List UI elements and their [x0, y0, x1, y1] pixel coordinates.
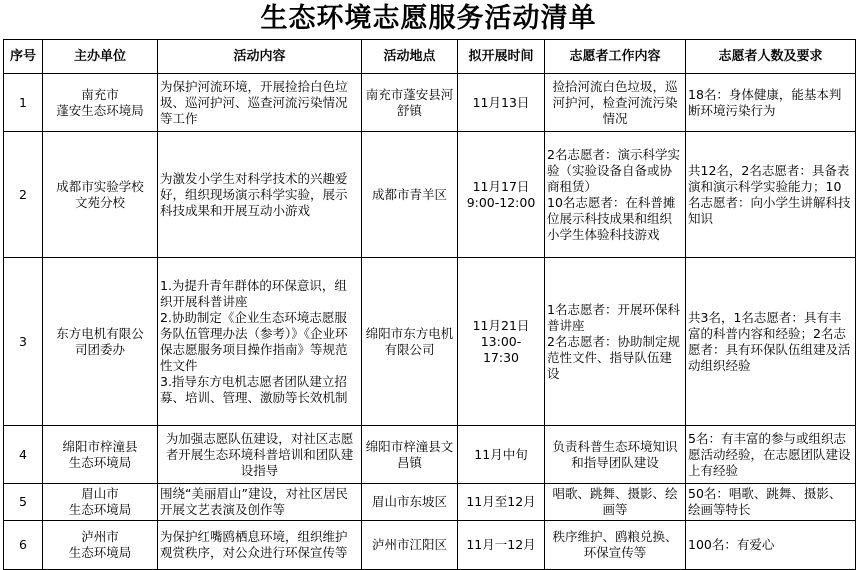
- table-row: [4, 484, 856, 521]
- cell-content: [158, 258, 362, 426]
- time-line: 11月17日: [472, 178, 530, 194]
- cell-org: [43, 74, 158, 132]
- org-line: 南充市: [81, 86, 119, 102]
- org-line: 司团委办: [74, 341, 125, 357]
- time-line: 13:00-: [480, 333, 522, 349]
- cell-work: 负责科普生态环境知识和指导团队建设: [545, 426, 686, 484]
- org-line: 生态环境局: [68, 545, 132, 560]
- cell-place: 绵阳市东方电机有限公司: [362, 258, 458, 426]
- cell-org: [43, 426, 158, 484]
- cell-content: 围绕“美丽眉山”建设，对社区居民开展文艺表演及创作等: [158, 484, 362, 521]
- time-line: 9:00-12:00: [466, 194, 536, 210]
- cell-work: [545, 258, 686, 426]
- cell-req: 共3名，1名志愿者：具有丰富的科普内容和经验；2名志愿者：具有环保队伍组建及活动组织经验: [686, 258, 856, 426]
- cell-no: 5: [4, 484, 43, 521]
- header-req: 志愿者人数及要求: [686, 40, 856, 74]
- cell-time: 11月一12月: [458, 521, 545, 570]
- cell-place: 泸州市江阳区: [362, 521, 458, 570]
- org-line: 东方电机有限公: [56, 325, 144, 341]
- work-line: 2名志愿者：协助制定规范性文件、指导队伍建设: [547, 333, 680, 381]
- cell-no: 6: [4, 521, 43, 570]
- cell-req: 100名：有爱心: [686, 521, 856, 570]
- cell-work: [545, 132, 686, 258]
- table-row: [4, 258, 856, 426]
- header-row: [4, 40, 856, 74]
- cell-no: 3: [4, 258, 43, 426]
- cell-time: [458, 258, 545, 426]
- org-line: 生态环境局: [68, 454, 132, 470]
- content-item: 1.为提升青年群体的环保意识，组织开展科普讲座: [160, 277, 347, 309]
- org-line: 绵阳市梓潼县: [62, 438, 138, 454]
- time-line: 17:30: [482, 349, 520, 365]
- cell-time: 11月至12月: [458, 484, 545, 521]
- activity-table: [3, 39, 856, 570]
- cell-place: 成都市青羊区: [362, 132, 458, 258]
- header-place: 活动地点: [362, 40, 458, 74]
- cell-time: 11月中旬: [458, 426, 545, 484]
- work-line: 10名志愿者：在科普摊位展示科技成果和组织小学生体验科技游戏: [547, 194, 676, 242]
- table-row: [4, 426, 856, 484]
- page-title: 生态环境志愿服务活动清单: [260, 3, 597, 34]
- org-line: 文苑分校: [74, 194, 125, 210]
- cell-no: 4: [4, 426, 43, 484]
- time-line: 11月21日: [472, 317, 530, 333]
- header-no: 序号: [4, 40, 43, 74]
- cell-content: 为激发小学生对科学技术的兴趣爱好，组织现场演示科学实验，展示科技成果和开展互动小游戏: [158, 132, 362, 258]
- table-row: [4, 132, 856, 258]
- cell-no: 1: [4, 74, 43, 132]
- header-time: 拟开展时间: [458, 40, 545, 74]
- work-line: 2名志愿者：演示科学实验（实验设备自备或协商租赁）: [547, 146, 680, 194]
- cell-work: 秩序维护、鸥粮兑换、环保宣传等: [545, 521, 686, 570]
- org-line: 眉山市: [81, 486, 119, 501]
- work-line: 1名志愿者：开展环保科普讲座: [547, 301, 680, 333]
- cell-time: 11月13日: [458, 74, 545, 132]
- cell-org: [43, 521, 158, 570]
- cell-time: [458, 132, 545, 258]
- table-row: [4, 74, 856, 132]
- header-org: 主办单位: [43, 40, 158, 74]
- org-line: 成都市实验学校: [56, 178, 144, 194]
- cell-place: 绵阳市梓潼县文昌镇: [362, 426, 458, 484]
- header-work: 志愿者工作内容: [545, 40, 686, 74]
- cell-place: 眉山市东坡区: [362, 484, 458, 521]
- org-line: 泸州市: [81, 529, 119, 544]
- cell-no: 2: [4, 132, 43, 258]
- content-item: 2.协助制定《企业生态环境志愿服务队伍管理办法（参考）》《企业环保志愿服务项目操作指南》等规范性文件: [160, 309, 348, 373]
- cell-org: [43, 484, 158, 521]
- cell-req: 18名：身体健康，能基本判断环境污染行为: [686, 74, 856, 132]
- org-line: 蓬安生态环境局: [56, 102, 144, 118]
- content-item: 3.指导东方电机志愿者团队建立招募、培训、管理、激励等长效机制: [160, 373, 348, 405]
- header-content: 活动内容: [158, 40, 362, 74]
- cell-content: 为保护河流环境，开展捡拾白色垃圾、巡河护河、巡查河流污染情况等工作: [158, 74, 362, 132]
- cell-org: [43, 258, 158, 426]
- cell-work: 唱歌、跳舞、摄影、绘画等: [545, 484, 686, 521]
- cell-req: 50名：唱歌、跳舞、摄影、绘画等特长: [686, 484, 856, 521]
- cell-work: 捡拾河流白色垃圾，巡河护河，检查河流污染情况: [545, 74, 686, 132]
- cell-org: [43, 132, 158, 258]
- table-row: [4, 521, 856, 570]
- org-line: 生态环境局: [68, 502, 132, 517]
- cell-content: 为加强志愿队伍建设，对社区志愿者开展生态环境科普培训和团队建设指导: [158, 426, 362, 484]
- cell-content: 为保护红嘴鸥栖息环境，组织维护观赏秩序，对公众进行环保宣传等: [158, 521, 362, 570]
- cell-req: 共12名，2名志愿者：具备表演和演示科学实验能力；10名志愿者：向小学生讲解科技知识: [686, 132, 856, 258]
- cell-place: 南充市蓬安县河舒镇: [362, 74, 458, 132]
- cell-req: 5名：有丰富的参与或组织志愿活动经验，在志愿团队建设上有经验: [686, 426, 856, 484]
